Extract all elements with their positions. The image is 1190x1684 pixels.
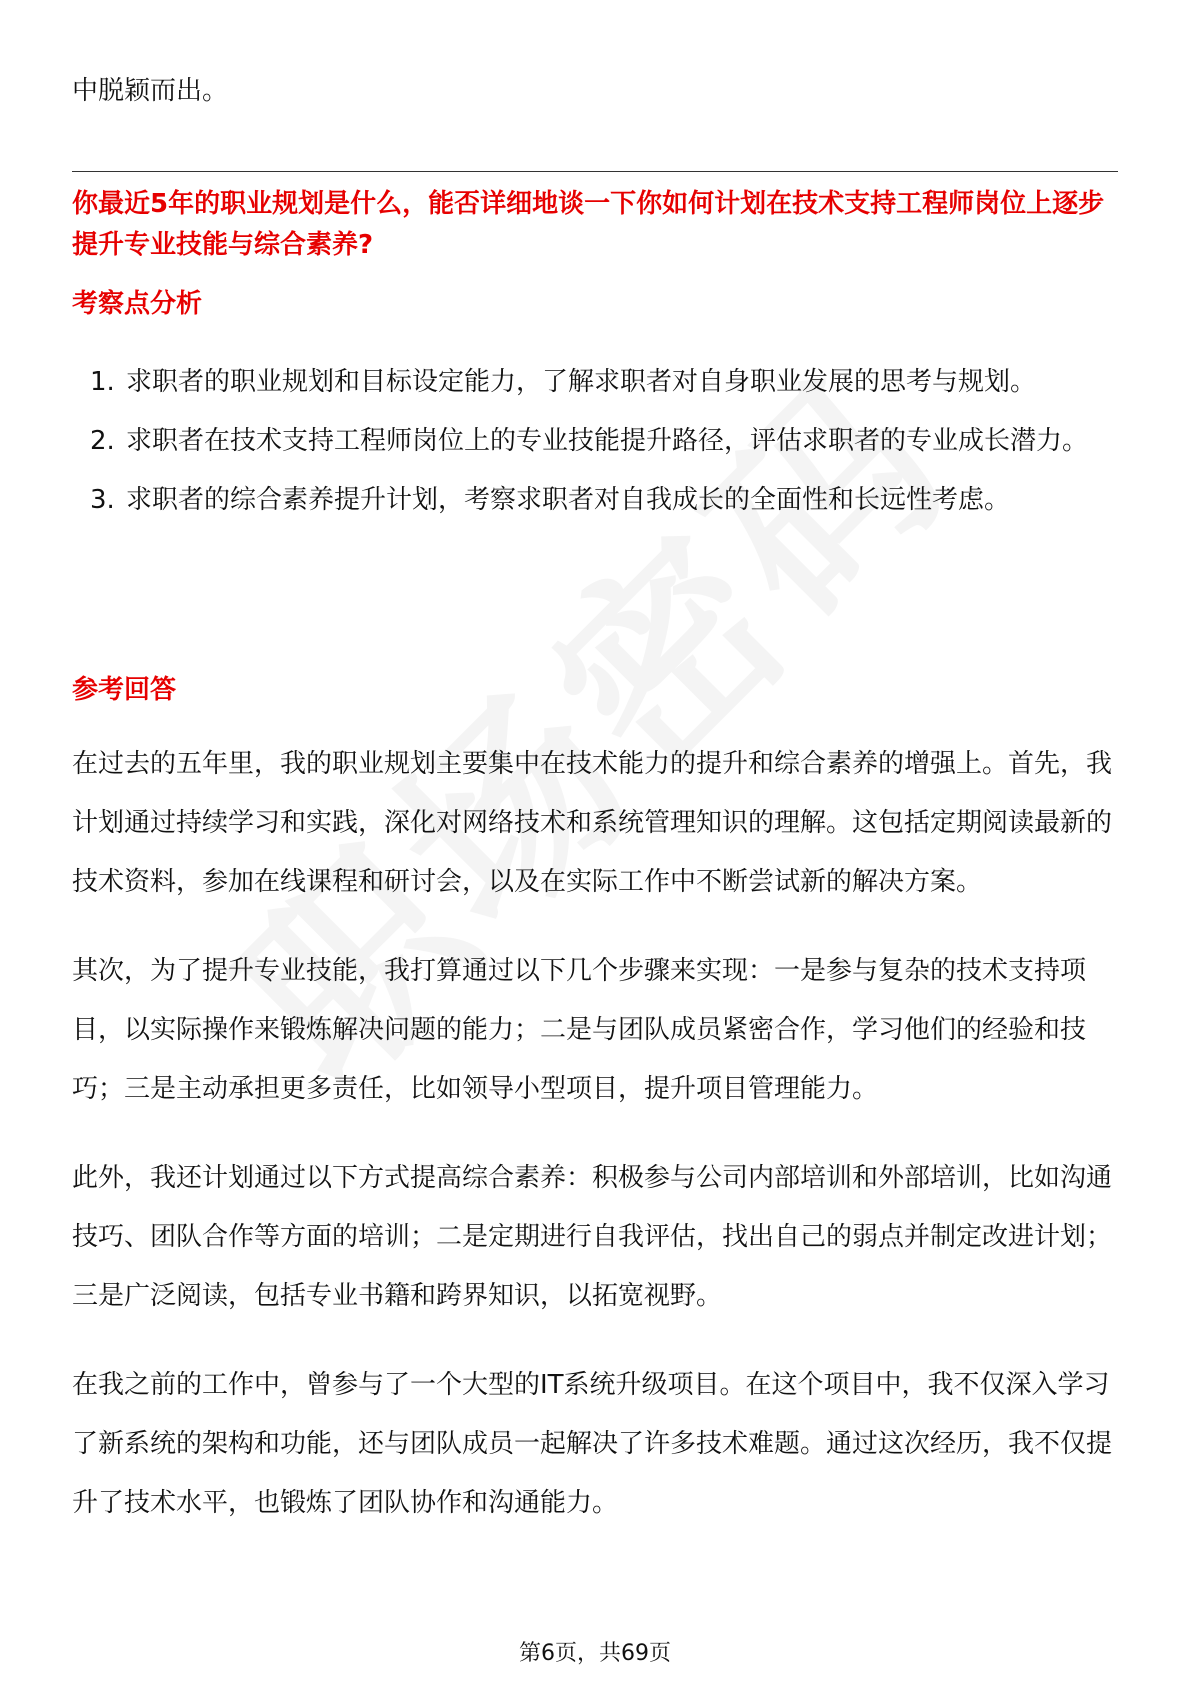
analysis-point	[72, 412, 1118, 471]
carry-over-text: 中脱颖而出。	[72, 76, 229, 106]
analysis-heading: 考察点分析	[72, 289, 203, 319]
answer-paragraph: 此外，我还计划通过以下方式提高综合素养：积极参与公司内部培训和外部培训，比如沟通技巧、团队合作等方面的培训；二是定期进行自我评估，找出自己的弱点并制定改进计划；三是广泛阅读，包括专业书籍和跨界知识，以拓宽视野。	[72, 1163, 1113, 1311]
analysis-points-list	[72, 353, 1118, 530]
question-heading: 你最近5年的职业规划是什么，能否详细地谈一下你如何计划在技术支持工程师岗位上逐步提升专业技能与综合素养?	[72, 189, 1105, 260]
reference-answer-heading: 参考回答	[72, 675, 177, 705]
answer-paragraph: 在过去的五年里，我的职业规划主要集中在技术能力的提升和综合素养的增强上。首先，我计划通过持续学习和实践，深化对网络技术和系统管理知识的理解。这包括定期阅读最新的技术资料，参加在线课程和研讨会，以及在实际工作中不断尝试新的解决方案。	[72, 749, 1113, 897]
point-number: 1.	[90, 367, 115, 397]
point-text: 求职者的职业规划和目标设定能力，了解求职者对自身职业发展的思考与规划。	[126, 367, 1037, 397]
point-number: 3.	[90, 485, 115, 515]
point-text: 求职者的综合素养提升计划，考察求职者对自我成长的全面性和长远性考虑。	[126, 485, 1011, 515]
analysis-point	[72, 471, 1118, 530]
point-text: 求职者在技术支持工程师岗位上的专业技能提升路径，评估求职者的专业成长潜力。	[126, 426, 1089, 456]
point-number: 2.	[90, 426, 115, 456]
page-number: 第6页，共69页	[519, 1641, 671, 1666]
section-divider	[72, 171, 1118, 172]
answer-paragraph: 在我之前的工作中，曾参与了一个大型的IT系统升级项目。在这个项目中，我不仅深入学习了新系统的架构和功能，还与团队成员一起解决了许多技术难题。通过这次经历，我不仅提升了技术水平，也锻炼了团队协作和沟通能力。	[72, 1370, 1113, 1518]
reference-answer	[72, 735, 1118, 1533]
answer-paragraph: 其次，为了提升专业技能，我打算通过以下几个步骤来实现：一是参与复杂的技术支持项目，以实际操作来锻炼解决问题的能力；二是与团队成员紧密合作，学习他们的经验和技巧；三是主动承担更多责任，比如领导小型项目，提升项目管理能力。	[72, 956, 1087, 1104]
analysis-point	[72, 353, 1118, 412]
